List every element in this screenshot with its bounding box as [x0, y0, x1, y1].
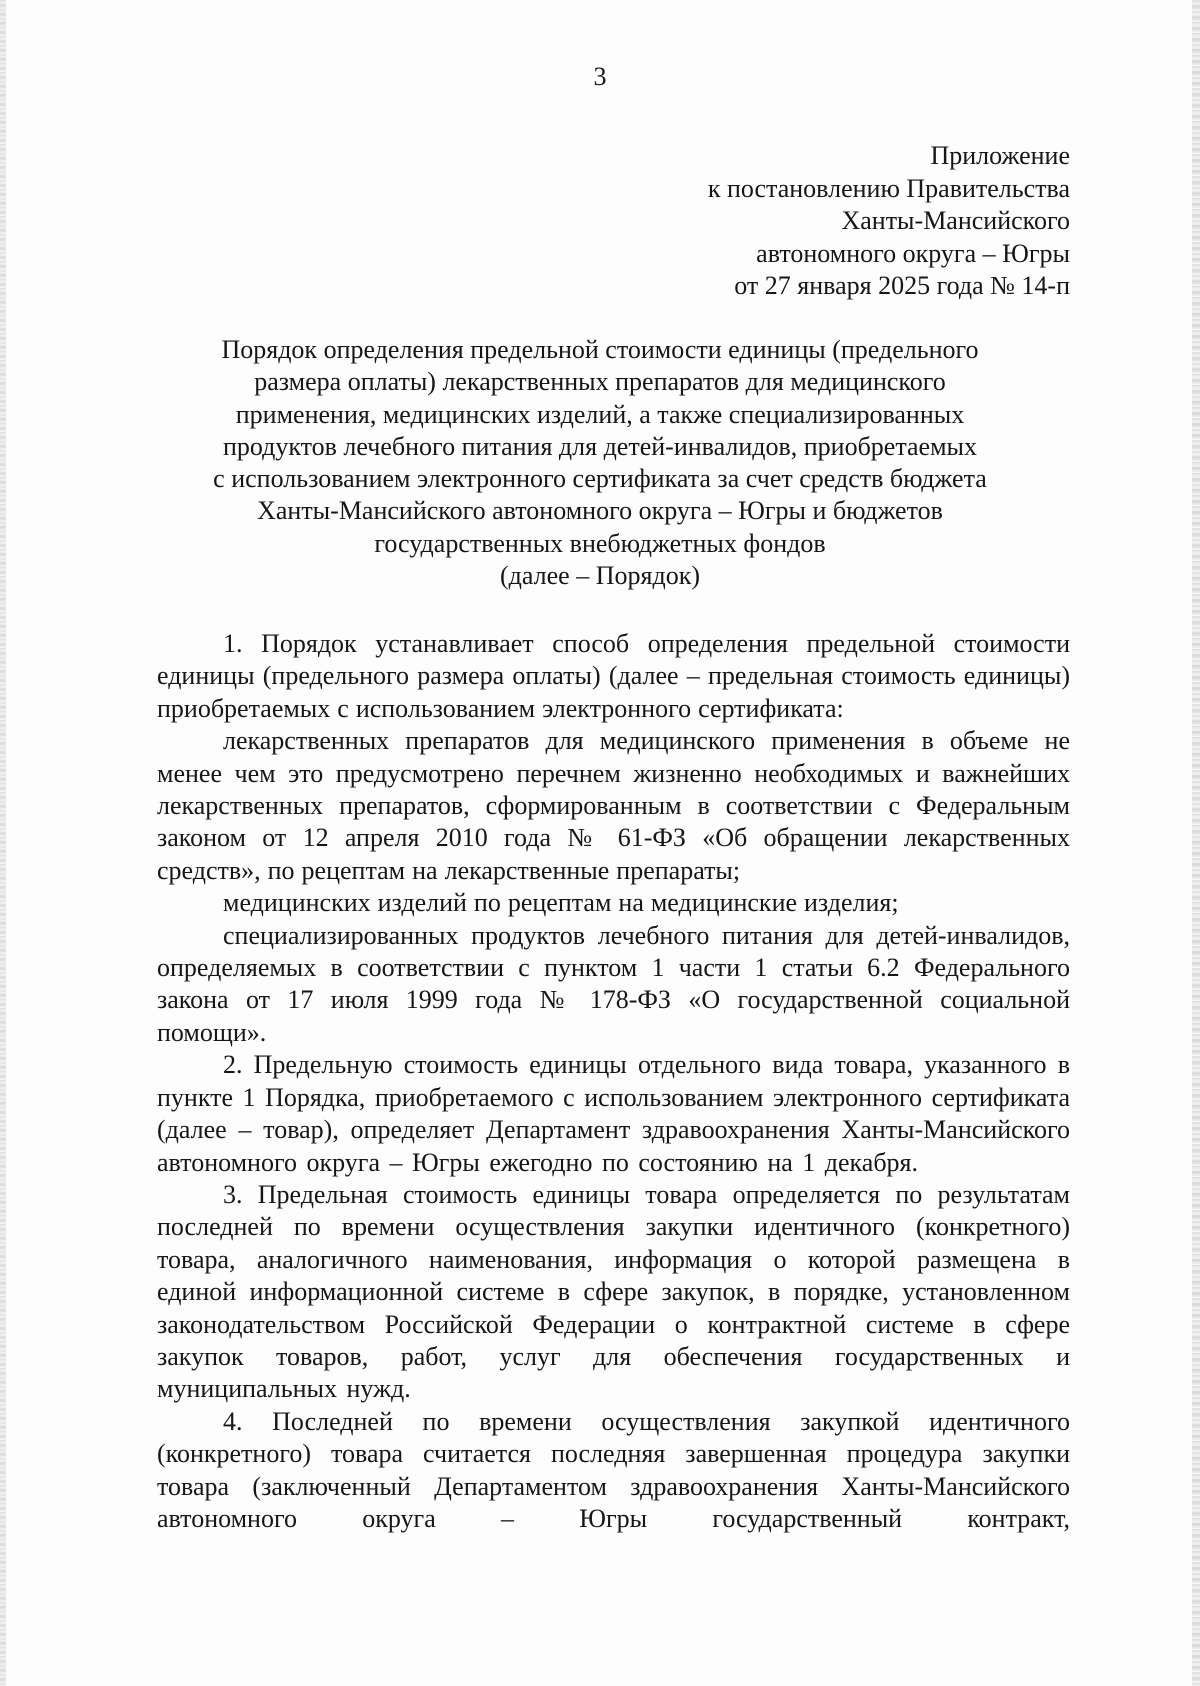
title-line: с использованием электронного сертификата за счет средств бюджета: [213, 464, 987, 494]
paragraph-medicines: лекарственных препаратов для медицинского применения в объеме не менее чем это предусмотрено перечнем жизненно необходимых и важнейших лекарственных препаратов, сформированным в соответствии с Федеральным законом от 12 апреля 2010 года № 61-ФЗ «Об обращении лекарственных средств», по рецептам на лекарственные препараты;: [157, 726, 1070, 885]
paragraph-nutrition: специализированных продуктов лечебного питания для детей-инвалидов, определяемых в соответствии с пунктом 1 части 1 статьи 6.2 Федерального закона от 17 июля 1999 года № 178-ФЗ «О государственной социальной помощи».: [157, 920, 1070, 1047]
paragraph-3: 3. Предельная стоимость единицы товара определяется по результатам последней по времени осуществления закупки идентичного (конкретного) товара, аналогичного наименования, информация о которой размещена в единой информационной системе в сфере закупок, в порядке, установленном законодательством Российской Федерации о контрактной системе в сфере закупок товаров, работ, услуг для обеспечения государственных и муниципальных нужд.: [157, 1179, 1070, 1404]
title-line: применения, медицинских изделий, а также специализированных: [235, 399, 965, 429]
appendix-line: автономного округа – Югры: [756, 238, 1070, 268]
paragraph-devices: медицинских изделий по рецептам на медицинские изделия;: [223, 888, 899, 918]
appendix-line: Ханты-Мансийского: [841, 206, 1070, 235]
appendix-line: от 27 января 2025 года № 14-п: [734, 271, 1070, 300]
page-number: 3: [593, 62, 607, 91]
paragraph-1: 1. Порядок устанавливает способ определения предельной стоимости единицы (предельного размера оплаты) (далее – предельная стоимость единицы) приобретаемых с использованием электронного сертификата:: [157, 629, 1070, 723]
title-line: Ханты-Мансийского автономного округа – Югры и бюджетов: [257, 496, 943, 526]
appendix-line: к постановлению Правительства: [707, 173, 1070, 203]
paragraph-4: 4. Последней по времени осуществления закупкой идентичного (конкретного) товара считается последняя завершенная процедура закупки товара (заключенный Департаментом здравоохранения Ханты-Мансийского автономного округа – Югры государственный контракт,: [157, 1406, 1070, 1533]
title-line: (далее – Порядок): [500, 561, 700, 591]
scan-edge-left: [0, 0, 6, 1686]
paragraph-2: 2. Предельную стоимость единицы отдельного вида товара, указанного в пункте 1 Порядка, приобретаемого с использованием электронного сертификата (далее – товар), определяет Департамент здравоохранения Ханты-Мансийского автономного округа – Югры ежегодно по состоянию на 1 декабря.: [157, 1050, 1070, 1177]
document-body: [157, 628, 1070, 1535]
title-line: Порядок определения предельной стоимости единицы (предельного: [221, 335, 979, 364]
document-title: [0, 334, 1200, 592]
appendix-block: [708, 140, 1070, 303]
appendix-line: Приложение: [930, 141, 1070, 170]
title-line: продуктов лечебного питания для детей-инвалидов, приобретаемых: [222, 431, 978, 461]
scan-edge-right: [1192, 0, 1200, 1686]
title-line: размера оплаты) лекарственных препаратов для медицинского: [254, 367, 946, 397]
title-line: государственных внебюджетных фондов: [374, 528, 826, 558]
